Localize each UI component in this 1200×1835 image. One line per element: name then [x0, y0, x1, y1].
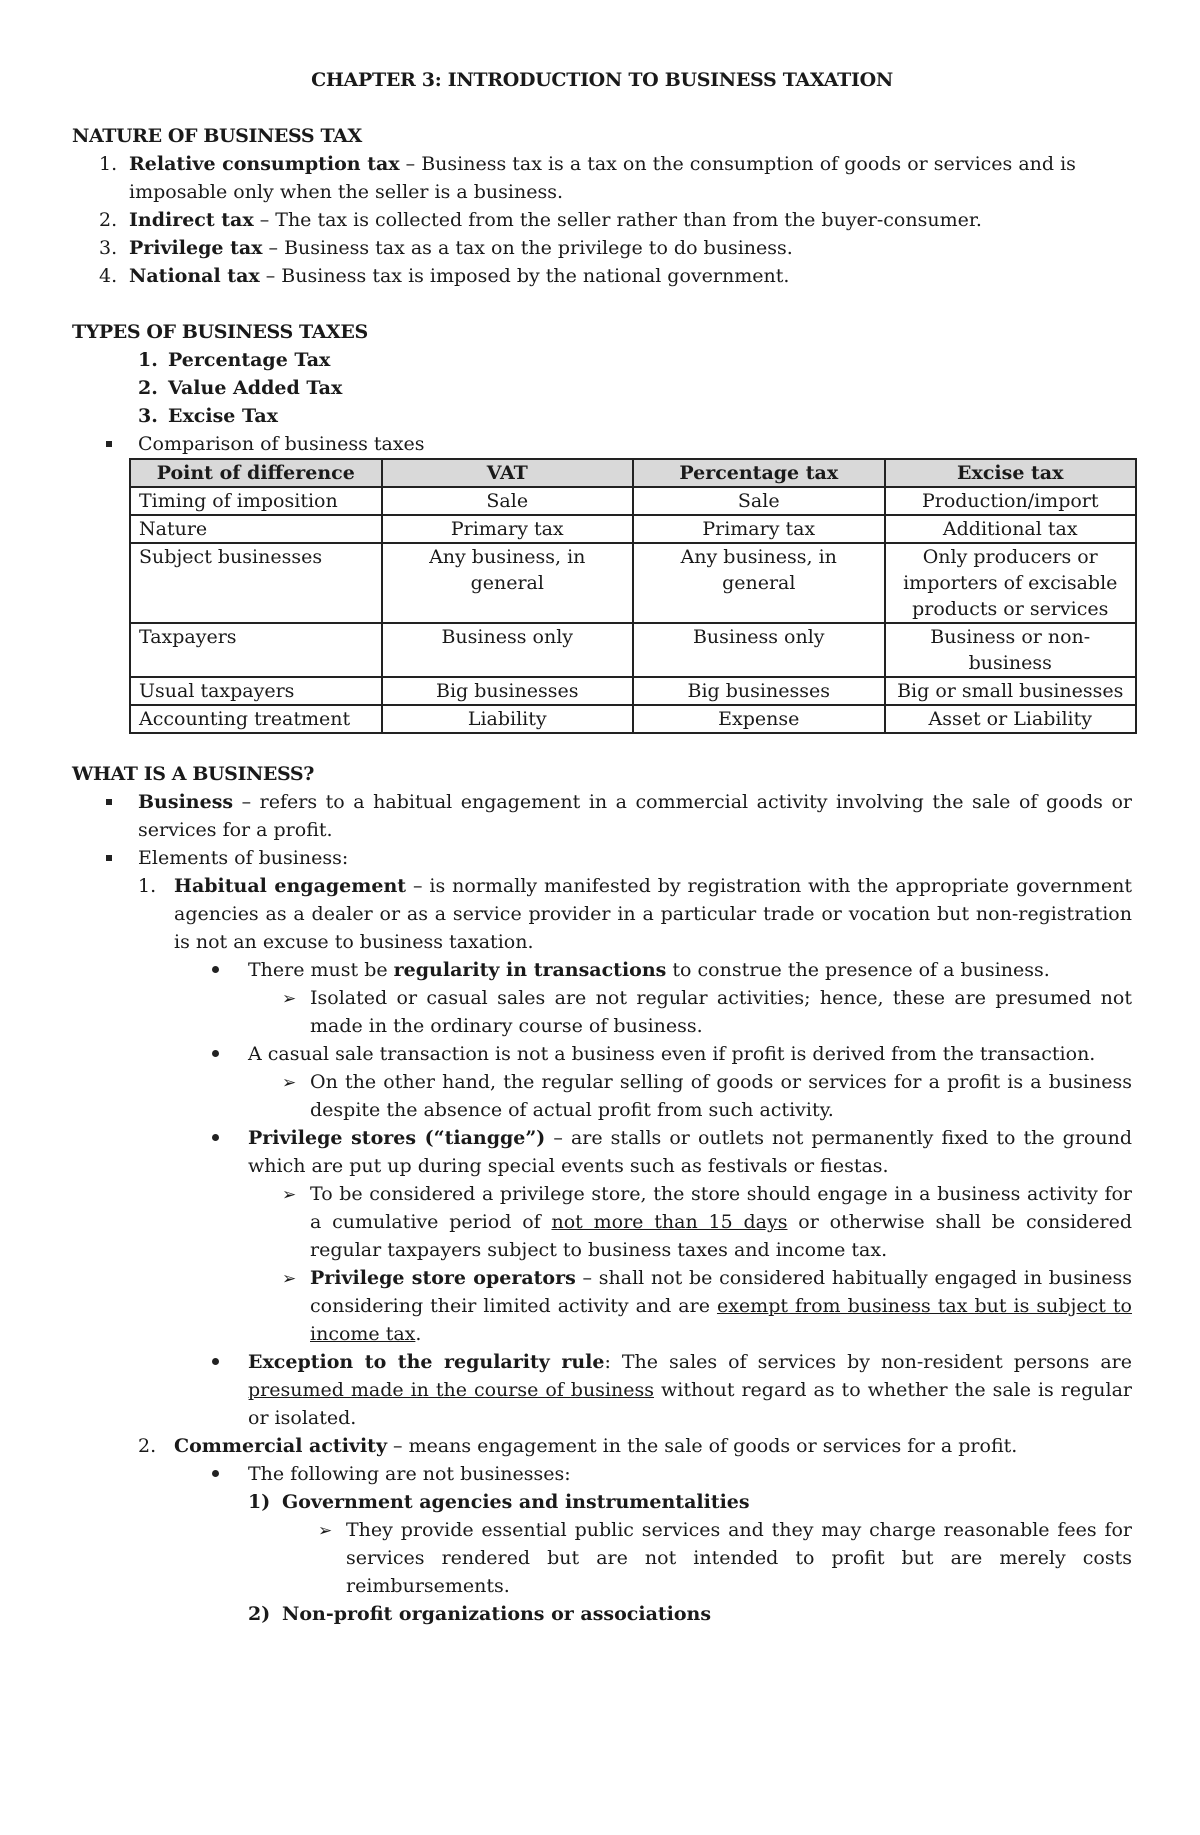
column-header: Percentage tax [633, 459, 885, 487]
square-bullet-icon [106, 441, 112, 447]
table-cell: Business only [382, 623, 634, 677]
table-cell: Liability [382, 705, 634, 733]
sub-bullet: Exception to the regularity rule: The sales of services by non-resident persons are presumed made in the course of business without regard as to whether the sale is regular or isolated. [212, 1348, 1132, 1432]
table-cell: Subject businesses [130, 543, 382, 623]
sub-bullet: Privilege stores (“tiangge”) – are stalls or outlets not permanently fixed to the ground which are put up during special events such as festivals or fiestas. [212, 1124, 1132, 1180]
list-item: 3. Excise Tax [138, 405, 278, 427]
page-title: CHAPTER 3: INTRODUCTION TO BUSINESS TAXATION [311, 69, 893, 91]
table-cell: Timing of imposition [130, 487, 382, 515]
table-cell: Nature [130, 515, 382, 543]
sub-bullet: There must be regularity in transactions to construe the presence of a business. [212, 956, 1132, 984]
arrow-item: ➢ Privilege store operators – shall not be considered habitually engaged in business considering their limited activity and are exempt from business tax but is subject to income tax. [282, 1267, 1132, 1345]
section-heading-business: WHAT IS A BUSINESS? [72, 763, 314, 785]
section-heading-types: TYPES OF BUSINESS TAXES [72, 321, 368, 343]
table-cell: Production/import [885, 487, 1137, 515]
table-cell: Sale [633, 487, 885, 515]
column-header: Point of difference [130, 459, 382, 487]
table-cell: Business only [633, 623, 885, 677]
numbered-subitem: 2) Non-profit organizations or associations [248, 1603, 712, 1625]
table-row [130, 543, 1136, 623]
table-cell: Taxpayers [130, 623, 382, 677]
table-cell: Expense [633, 705, 885, 733]
table-cell: Sale [382, 487, 634, 515]
sub-bullet: The following are not businesses: [212, 1460, 1132, 1488]
table-cell: Any business, in general [633, 543, 885, 623]
table-cell: Big businesses [382, 677, 634, 705]
table-cell: Accounting treatment [130, 705, 382, 733]
elements-bullet: Elements of business: [106, 844, 1132, 872]
types-list [138, 346, 1132, 430]
arrow-item: ➢ They provide essential public services and they may charge reasonable fees for services rendered but are not intended to profit but are merely costs reimbursements. [318, 1519, 1132, 1597]
table-row [130, 515, 1136, 543]
table-row [130, 487, 1136, 515]
list-item: 1. Percentage Tax [138, 349, 331, 371]
table-cell: Usual taxpayers [130, 677, 382, 705]
square-bullet-icon [106, 799, 112, 805]
arrow-item: ➢ Isolated or casual sales are not regular activities; hence, these are presumed not made in the ordinary course of business. [282, 987, 1132, 1037]
table-cell: Big or small businesses [885, 677, 1137, 705]
list-item: 3. Privilege tax – Business tax as a tax on the privilege to do business. [99, 237, 793, 259]
list-item: 1. Relative consumption tax – Business tax is a tax on the consumption of goods or services and is imposable only when the seller is a business. [99, 153, 1076, 203]
section-heading-nature: NATURE OF BUSINESS TAX [72, 125, 362, 147]
table-header-row [130, 459, 1136, 487]
round-bullet-icon [212, 966, 219, 973]
square-bullet-icon [106, 855, 112, 861]
table-cell: Any business, in general [382, 543, 634, 623]
table-row [130, 705, 1136, 733]
sub-bullet: A casual sale transaction is not a business even if profit is derived from the transaction. [212, 1040, 1132, 1068]
comparison-table [129, 458, 1137, 734]
column-header: Excise tax [885, 459, 1137, 487]
round-bullet-icon [212, 1134, 219, 1141]
table-cell: Big businesses [633, 677, 885, 705]
nature-list [99, 150, 1132, 290]
table-cell: Business or non-business [885, 623, 1137, 677]
table-cell: Primary tax [382, 515, 634, 543]
document-page [72, 66, 1132, 1628]
list-item: 4. National tax – Business tax is imposed by the national government. [99, 265, 790, 287]
element-commercial-activity: 2. Commercial activity – means engagement in the sale of goods or services for a profit. [138, 1435, 1018, 1457]
list-item: 2. Indirect tax – The tax is collected from the seller rather than from the buyer-consumer. [99, 209, 982, 231]
arrow-bullet-icon: ➢ [282, 1185, 297, 1205]
comparison-bullet: Comparison of business taxes [106, 430, 1132, 458]
arrow-item: ➢ On the other hand, the regular selling of goods or services for a profit is a business despite the absence of actual profit from such activity. [282, 1071, 1132, 1121]
list-item: 2. Value Added Tax [138, 377, 343, 399]
table-cell: Additional tax [885, 515, 1137, 543]
table-row [130, 677, 1136, 705]
round-bullet-icon [212, 1050, 219, 1057]
table-cell: Asset or Liability [885, 705, 1137, 733]
arrow-item: ➢ To be considered a privilege store, the store should engage in a business activity for a cumulative period of not more than 15 days or otherwise shall be considered regular taxpayers subject to business taxes and income tax. [282, 1183, 1133, 1261]
numbered-subitem: 1) Government agencies and instrumentalities [248, 1491, 750, 1513]
arrow-bullet-icon: ➢ [282, 1073, 297, 1093]
column-header: VAT [382, 459, 634, 487]
definition-bullet: Business – refers to a habitual engagement in a commercial activity involving the sale of goods or services for a profit. [106, 788, 1132, 844]
round-bullet-icon [212, 1358, 219, 1365]
arrow-bullet-icon: ➢ [282, 1269, 297, 1289]
arrow-bullet-icon: ➢ [318, 1521, 333, 1541]
element-habitual-engagement: 1. Habitual engagement – is normally manifested by registration with the appropriate government agencies as a dealer or as a service provider in a particular trade or vocation but non-registration is not an excuse to business taxation. [138, 875, 1133, 953]
table-cell: Only producers or importers of excisable products or services [885, 543, 1137, 623]
arrow-bullet-icon: ➢ [282, 989, 297, 1009]
table-cell: Primary tax [633, 515, 885, 543]
table-row [130, 623, 1136, 677]
round-bullet-icon [212, 1470, 219, 1477]
